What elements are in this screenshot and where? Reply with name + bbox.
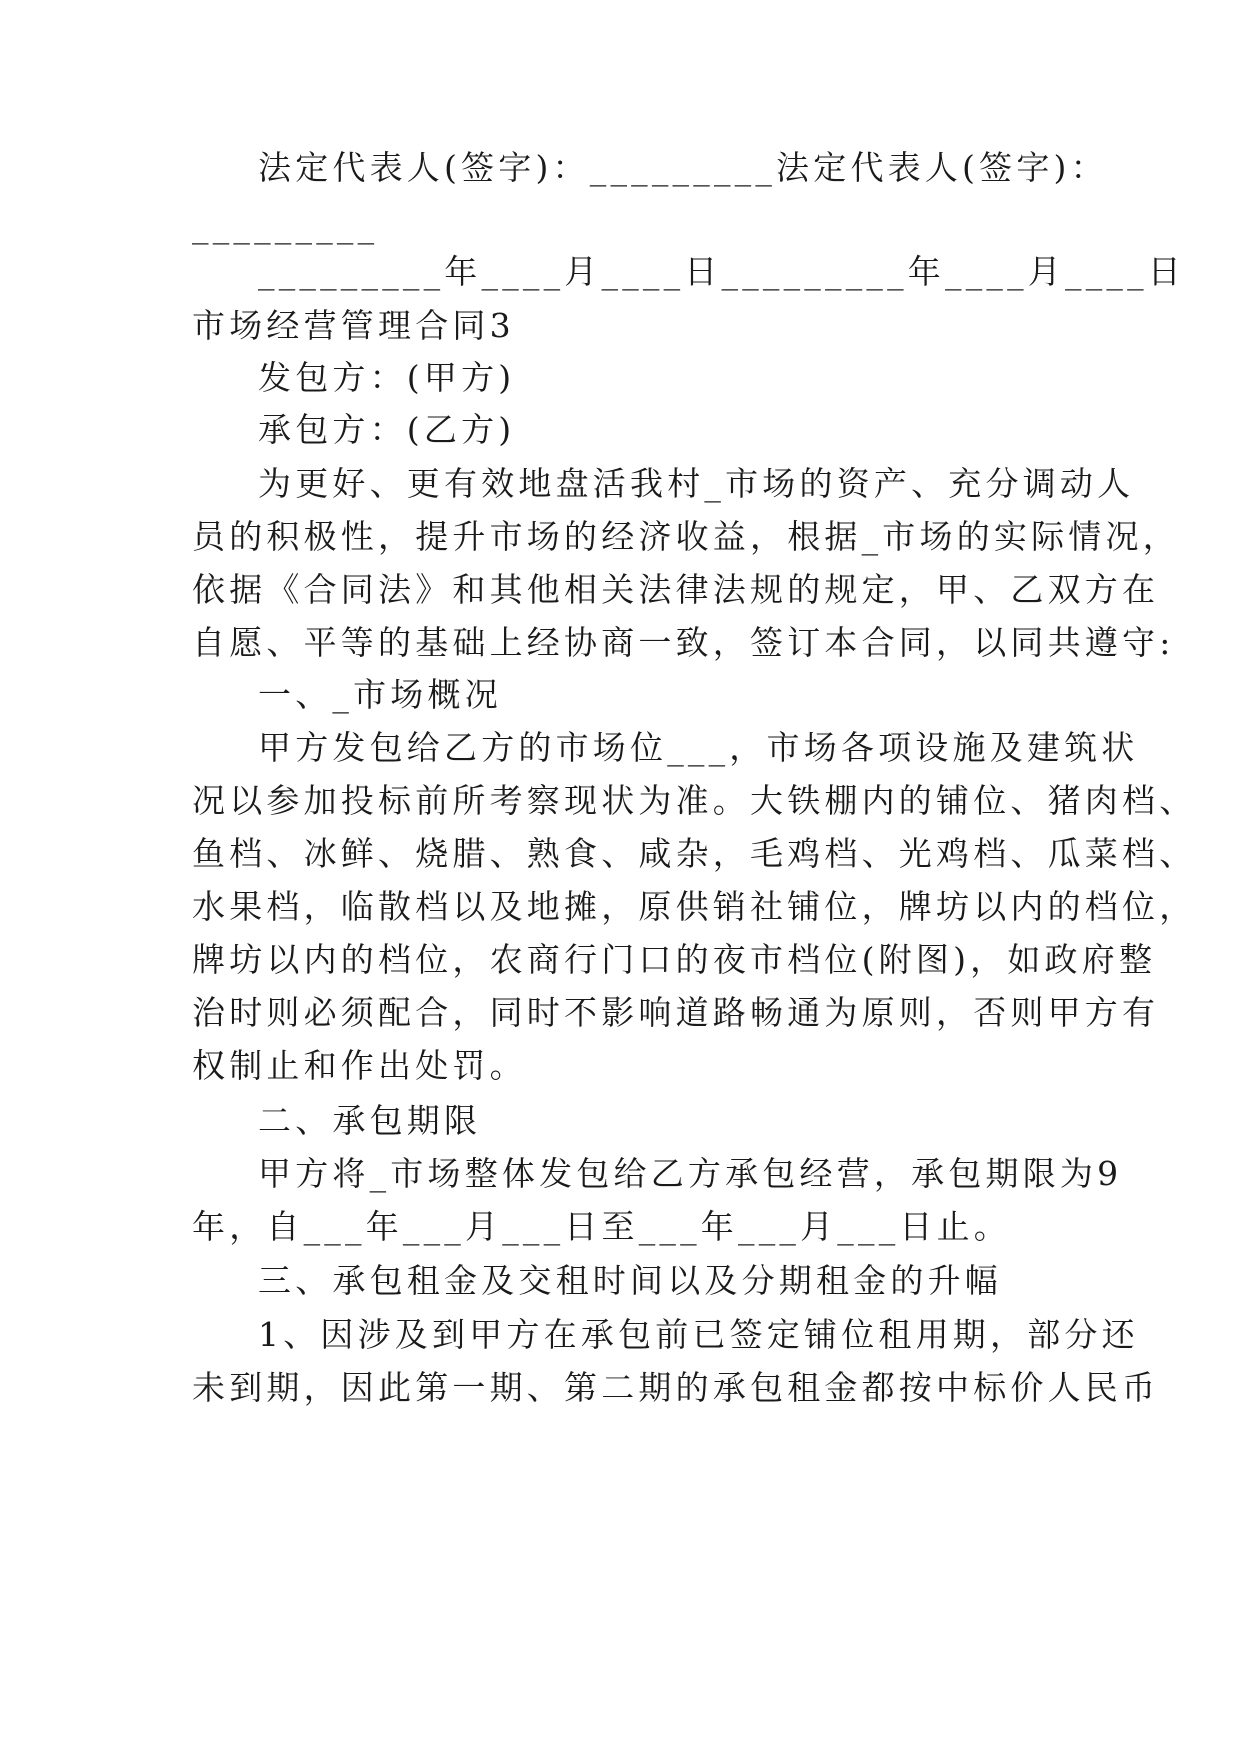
section-1-line-7: 权制止和作出处罚。	[192, 1046, 527, 1085]
section-2-line-2: 年，自___年___月___日至___年___月___日止。	[192, 1207, 1011, 1246]
section-2-heading: 二、承包期限	[258, 1101, 482, 1140]
section-2-line-1: 甲方将_市场整体发包给乙方承包经营，承包期限为9	[258, 1154, 1123, 1193]
party-b-line: 承包方：(乙方)	[258, 410, 516, 449]
signature-line-representatives: 法定代表人(签字)：_________法定代表人(签字)：	[258, 148, 1108, 187]
section-1-line-4: 水果档，临散档以及地摊，原供销社铺位，牌坊以内的档位，	[192, 887, 1197, 926]
preamble-line-2: 员的积极性，提升市场的经济收益，根据_市场的实际情况，	[192, 517, 1180, 556]
section-1-line-6: 治时则必须配合，同时不影响道路畅通为原则，否则甲方有	[192, 993, 1160, 1032]
section-3-line-2: 未到期，因此第一期、第二期的承包租金都按中标价人民币	[192, 1368, 1160, 1407]
preamble-line-3: 依据《合同法》和其他相关法律法规的规定，甲、乙双方在	[192, 570, 1160, 609]
preamble-line-1: 为更好、更有效地盘活我村_市场的资产、充分调动人	[258, 464, 1135, 503]
contract-title: 市场经营管理合同3	[192, 306, 515, 345]
section-3-line-1: 1、因涉及到甲方在承包前已签定铺位租用期，部分还	[258, 1315, 1139, 1354]
section-1-line-2: 况以参加投标前所考察现状为准。大铁棚内的铺位、猪肉档、	[192, 781, 1197, 820]
section-1-line-3: 鱼档、冰鲜、烧腊、熟食、咸杂，毛鸡档、光鸡档、瓜菜档、	[192, 834, 1197, 873]
preamble-line-4: 自愿、平等的基础上经协商一致，签订本合同，以同共遵守:	[192, 623, 1175, 662]
section-3-heading: 三、承包租金及交租时间以及分期租金的升幅	[258, 1261, 1002, 1300]
signature-blank: _________	[192, 206, 379, 245]
party-a-line: 发包方：(甲方)	[258, 358, 516, 397]
date-line: _________年____月____日_________年____月____日	[258, 252, 1185, 291]
section-1-heading: 一、_市场概况	[258, 675, 502, 714]
section-1-line-1: 甲方发包给乙方的市场位___，市场各项设施及建筑状	[258, 728, 1139, 767]
section-1-line-5: 牌坊以内的档位，农商行门口的夜市档位(附图)，如政府整	[192, 940, 1157, 979]
